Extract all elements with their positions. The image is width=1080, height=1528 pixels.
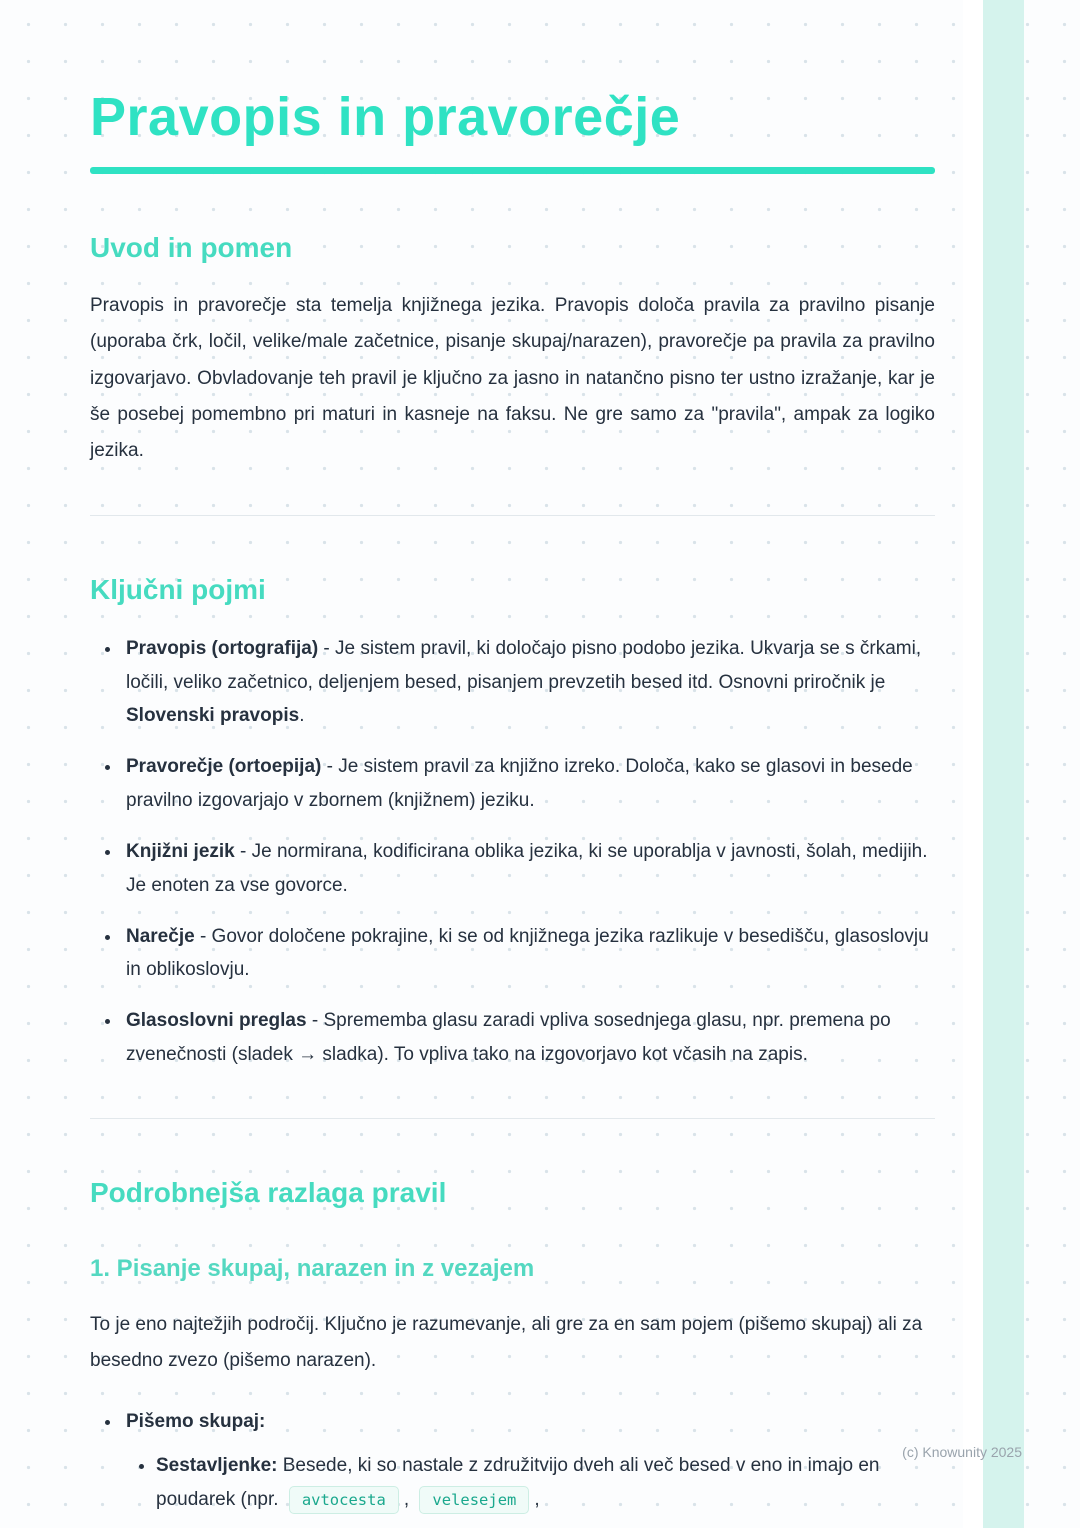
list-item <box>122 750 935 818</box>
rules-sublist <box>126 1449 935 1517</box>
list-item <box>122 1405 935 1516</box>
subrule-term: Sestavljenke: <box>156 1454 278 1476</box>
chip-separator: , <box>403 1488 415 1510</box>
subrule-tail: , <box>534 1488 540 1510</box>
list-item <box>122 1004 935 1072</box>
term-description: - Je normirana, kodificirana oblika jezika, ki se uporablja v javnosti, šolah, medijih. Je enoten za vse govorce. <box>126 840 928 896</box>
right-margin-gap <box>963 0 983 1528</box>
term-description: - Govor določene pokrajine, ki se od knjižnega jezika razlikuje v besedišču, glasoslovju in oblikoslovju. <box>126 925 929 981</box>
copyright-footer: (c) Knowunity 2025 <box>902 1444 1022 1460</box>
term-label: Pravorečje (ortoepija) <box>126 756 322 778</box>
section-divider <box>90 515 935 516</box>
subsection-heading-pisanje-skupaj: 1. Pisanje skupaj, narazen in z vezajem <box>90 1254 535 1282</box>
rules-intro-paragraph: To je eno najtežjih področij. Ključno je razumevanje, ali gre za en sam pojem (pišemo skupaj) ali za besedno zvezo (pišemo narazen). <box>90 1313 923 1371</box>
list-item <box>156 1449 935 1517</box>
term-description: - Sprememba glasu zaradi vpliva sosednjega glasu, npr. premena po zvenečnosti (sladek → sladka). To vpliva tako na izgovorjavo kot včasih na zapis. <box>126 1010 891 1065</box>
right-accent-stripe <box>983 0 1024 1528</box>
rule-lead-label: Pišemo skupaj: <box>126 1410 266 1432</box>
section-divider <box>90 1118 935 1119</box>
list-item <box>122 920 935 988</box>
list-item <box>122 835 935 903</box>
code-chip: velesejem <box>419 1486 529 1514</box>
key-terms-list <box>90 632 935 1072</box>
page-title: Pravopis in pravorečje <box>90 87 681 147</box>
title-underline-rule <box>90 167 935 174</box>
term-tail: . <box>299 705 305 727</box>
term-label: Glasoslovni preglas <box>126 1010 307 1032</box>
code-chip: avtocesta <box>289 1486 399 1514</box>
term-label: Pravopis (ortografija) <box>126 637 319 659</box>
intro-paragraph: Pravopis in pravorečje sta temelja knjižnega jezika. Pravopis določa pravila za pravilno pisanje (uporaba črk, ločil, velike/male začetnice, pisanje skupaj/narazen), pravorečje pa pravila za pravilno izgovarjavo. Obvladovanje teh pravil je ključno za jasno in natančno pisno ter ustno izražanje, kar je še posebej pomembno pri maturi in kasneje na faksu. Ne gre samo za "pravila", ampak za logiko jezika. <box>90 295 935 461</box>
rules-list <box>90 1405 935 1516</box>
list-item <box>122 632 935 733</box>
term-description: - Je sistem pravil za knjižno izreko. Določa, kako se glasovi in besede pravilno izgovarjajo v zbornem (knjižnem) jeziku. <box>126 756 913 812</box>
term-label: Narečje <box>126 925 195 947</box>
term-label: Knjižni jezik <box>126 840 235 862</box>
section-heading-podrobnejsa-razlaga: Podrobnejša razlaga pravil <box>90 1176 447 1208</box>
section-heading-uvod: Uvod in pomen <box>90 232 293 264</box>
term-description: - Je sistem pravil, ki določajo pisno podobo jezika. Ukvarja se s črkami, ločili, veliko začetnico, deljenjem besed, pisanjem prevzetih besed itd. Osnovni priročnik je <box>126 637 922 693</box>
term-bold-reference: Slovenski pravopis <box>126 705 300 727</box>
subrule-description: Besede, ki so nastale z združitvijo dveh ali več besed v eno in imajo en poudarek (npr. <box>156 1454 880 1510</box>
section-heading-kljucni-pojmi: Ključni pojmi <box>90 573 266 605</box>
